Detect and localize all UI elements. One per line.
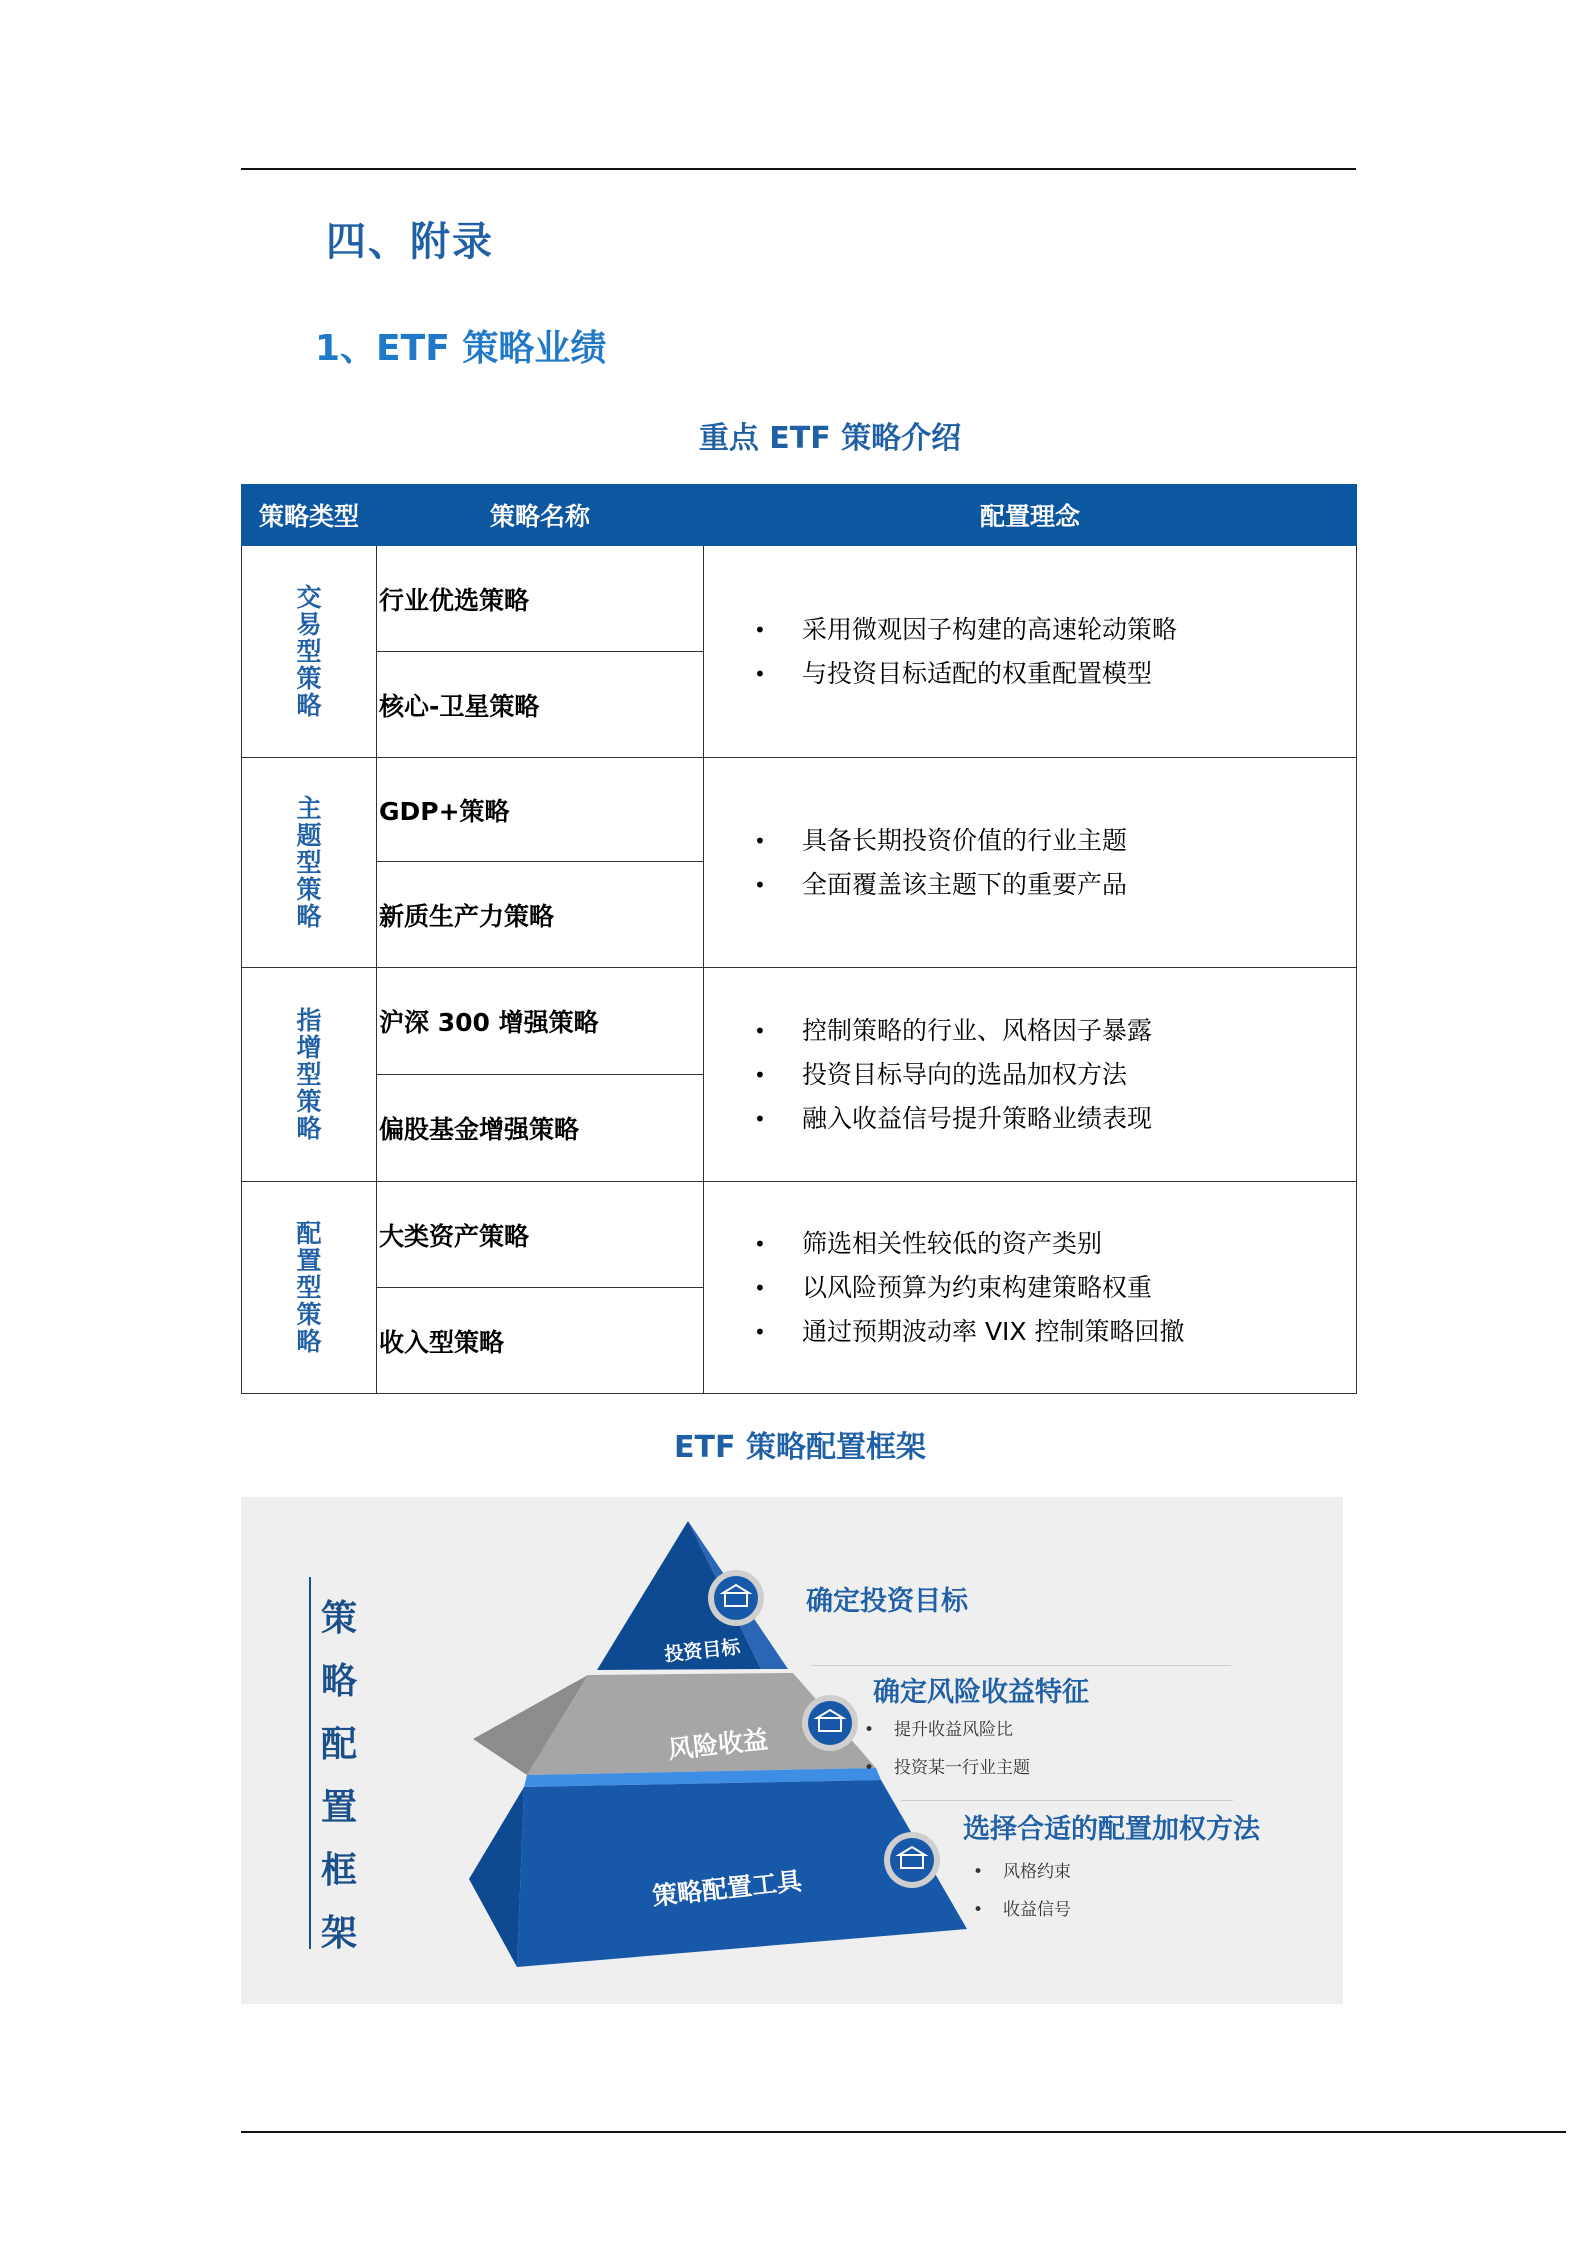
idea-item: • 与投资目标适配的权重配置模型 — [754, 652, 1356, 696]
pyramid-bottom-side — [469, 1787, 524, 1967]
idea-item: • 以风险预算为约束构建策略权重 — [754, 1266, 1356, 1310]
idea-item: • 具备长期投资价值的行业主题 — [754, 819, 1356, 863]
idea-item: • 采用微观因子构建的高速轮动策略 — [754, 608, 1356, 652]
framework-caption: ETF 策略配置框架 — [674, 1430, 926, 1465]
table-row — [242, 1182, 1357, 1288]
header-name: 策略名称 — [377, 485, 704, 546]
strategy-name: 行业优选策略 — [377, 546, 704, 652]
level-2-bullet: • 投资某一行业主题 — [864, 1749, 1030, 1787]
framework-vertical-title: 策略配置框架 — [320, 1598, 357, 1954]
idea-item: • 投资目标导向的选品加权方法 — [754, 1053, 1356, 1097]
table-row — [242, 968, 1357, 1075]
strategy-type: 交易型策略 — [242, 546, 377, 758]
pyramid-label-bottom: 策略配置工具 — [650, 1866, 804, 1911]
table-header-row — [242, 485, 1357, 546]
strategy-type: 主题型策略 — [242, 758, 377, 968]
header-type: 策略类型 — [242, 485, 377, 546]
strategy-name: 新质生产力策略 — [377, 862, 704, 968]
idea-item: • 控制策略的行业、风格因子暴露 — [754, 1009, 1356, 1053]
strategy-type: 指增型策略 — [242, 968, 377, 1182]
level-3-heading: 选择合适的配置加权方法 — [963, 1814, 1260, 1845]
level-1-heading: 确定投资目标 — [806, 1586, 968, 1617]
table-row — [242, 758, 1357, 862]
level-2-bullets — [864, 1711, 1030, 1787]
pyramid-label-top: 投资目标 — [663, 1636, 742, 1666]
pyramid-label-mid: 风险收益 — [666, 1724, 770, 1765]
building-icon — [884, 1832, 940, 1888]
idea-item: • 全面覆盖该主题下的重要产品 — [754, 863, 1356, 907]
strategy-ideas — [704, 758, 1357, 968]
level-3-bullet: • 收益信号 — [973, 1891, 1071, 1929]
strategy-ideas — [704, 546, 1357, 758]
level-separator — [901, 1800, 1233, 1801]
building-icon — [802, 1695, 858, 1751]
strategy-name: 沪深 300 增强策略 — [377, 968, 704, 1075]
idea-item: • 通过预期波动率 VIX 控制策略回撤 — [754, 1310, 1356, 1354]
strategy-ideas — [704, 1182, 1357, 1394]
strategy-name: 偏股基金增强策略 — [377, 1075, 704, 1182]
strategy-name: 收入型策略 — [377, 1288, 704, 1394]
level-2-bullet: • 提升收益风险比 — [864, 1711, 1030, 1749]
section-title: 四、附录 — [326, 219, 494, 265]
pyramid-graphic — [241, 1497, 1343, 2004]
idea-item: • 融入收益信号提升策略业绩表现 — [754, 1097, 1356, 1141]
level-2-heading: 确定风险收益特征 — [873, 1677, 1089, 1708]
idea-item: • 筛选相关性较低的资产类别 — [754, 1222, 1356, 1266]
top-rule — [241, 168, 1356, 170]
level-3-bullets — [973, 1853, 1071, 1929]
strategy-ideas — [704, 968, 1357, 1182]
framework-diagram — [241, 1497, 1343, 2004]
strategy-table — [241, 484, 1357, 1394]
header-idea: 配置理念 — [704, 485, 1357, 546]
level-separator — [811, 1665, 1231, 1666]
strategy-name: GDP+策略 — [377, 758, 704, 862]
subsection-title: 1、ETF 策略业绩 — [315, 328, 607, 369]
strategy-name: 核心-卫星策略 — [377, 652, 704, 758]
level-3-bullet: • 风格约束 — [973, 1853, 1071, 1891]
strategy-name: 大类资产策略 — [377, 1182, 704, 1288]
table-row — [242, 546, 1357, 652]
building-icon — [708, 1570, 764, 1626]
table-caption: 重点 ETF 策略介绍 — [698, 421, 962, 456]
bottom-rule — [241, 2131, 1566, 2133]
strategy-type: 配置型策略 — [242, 1182, 377, 1394]
